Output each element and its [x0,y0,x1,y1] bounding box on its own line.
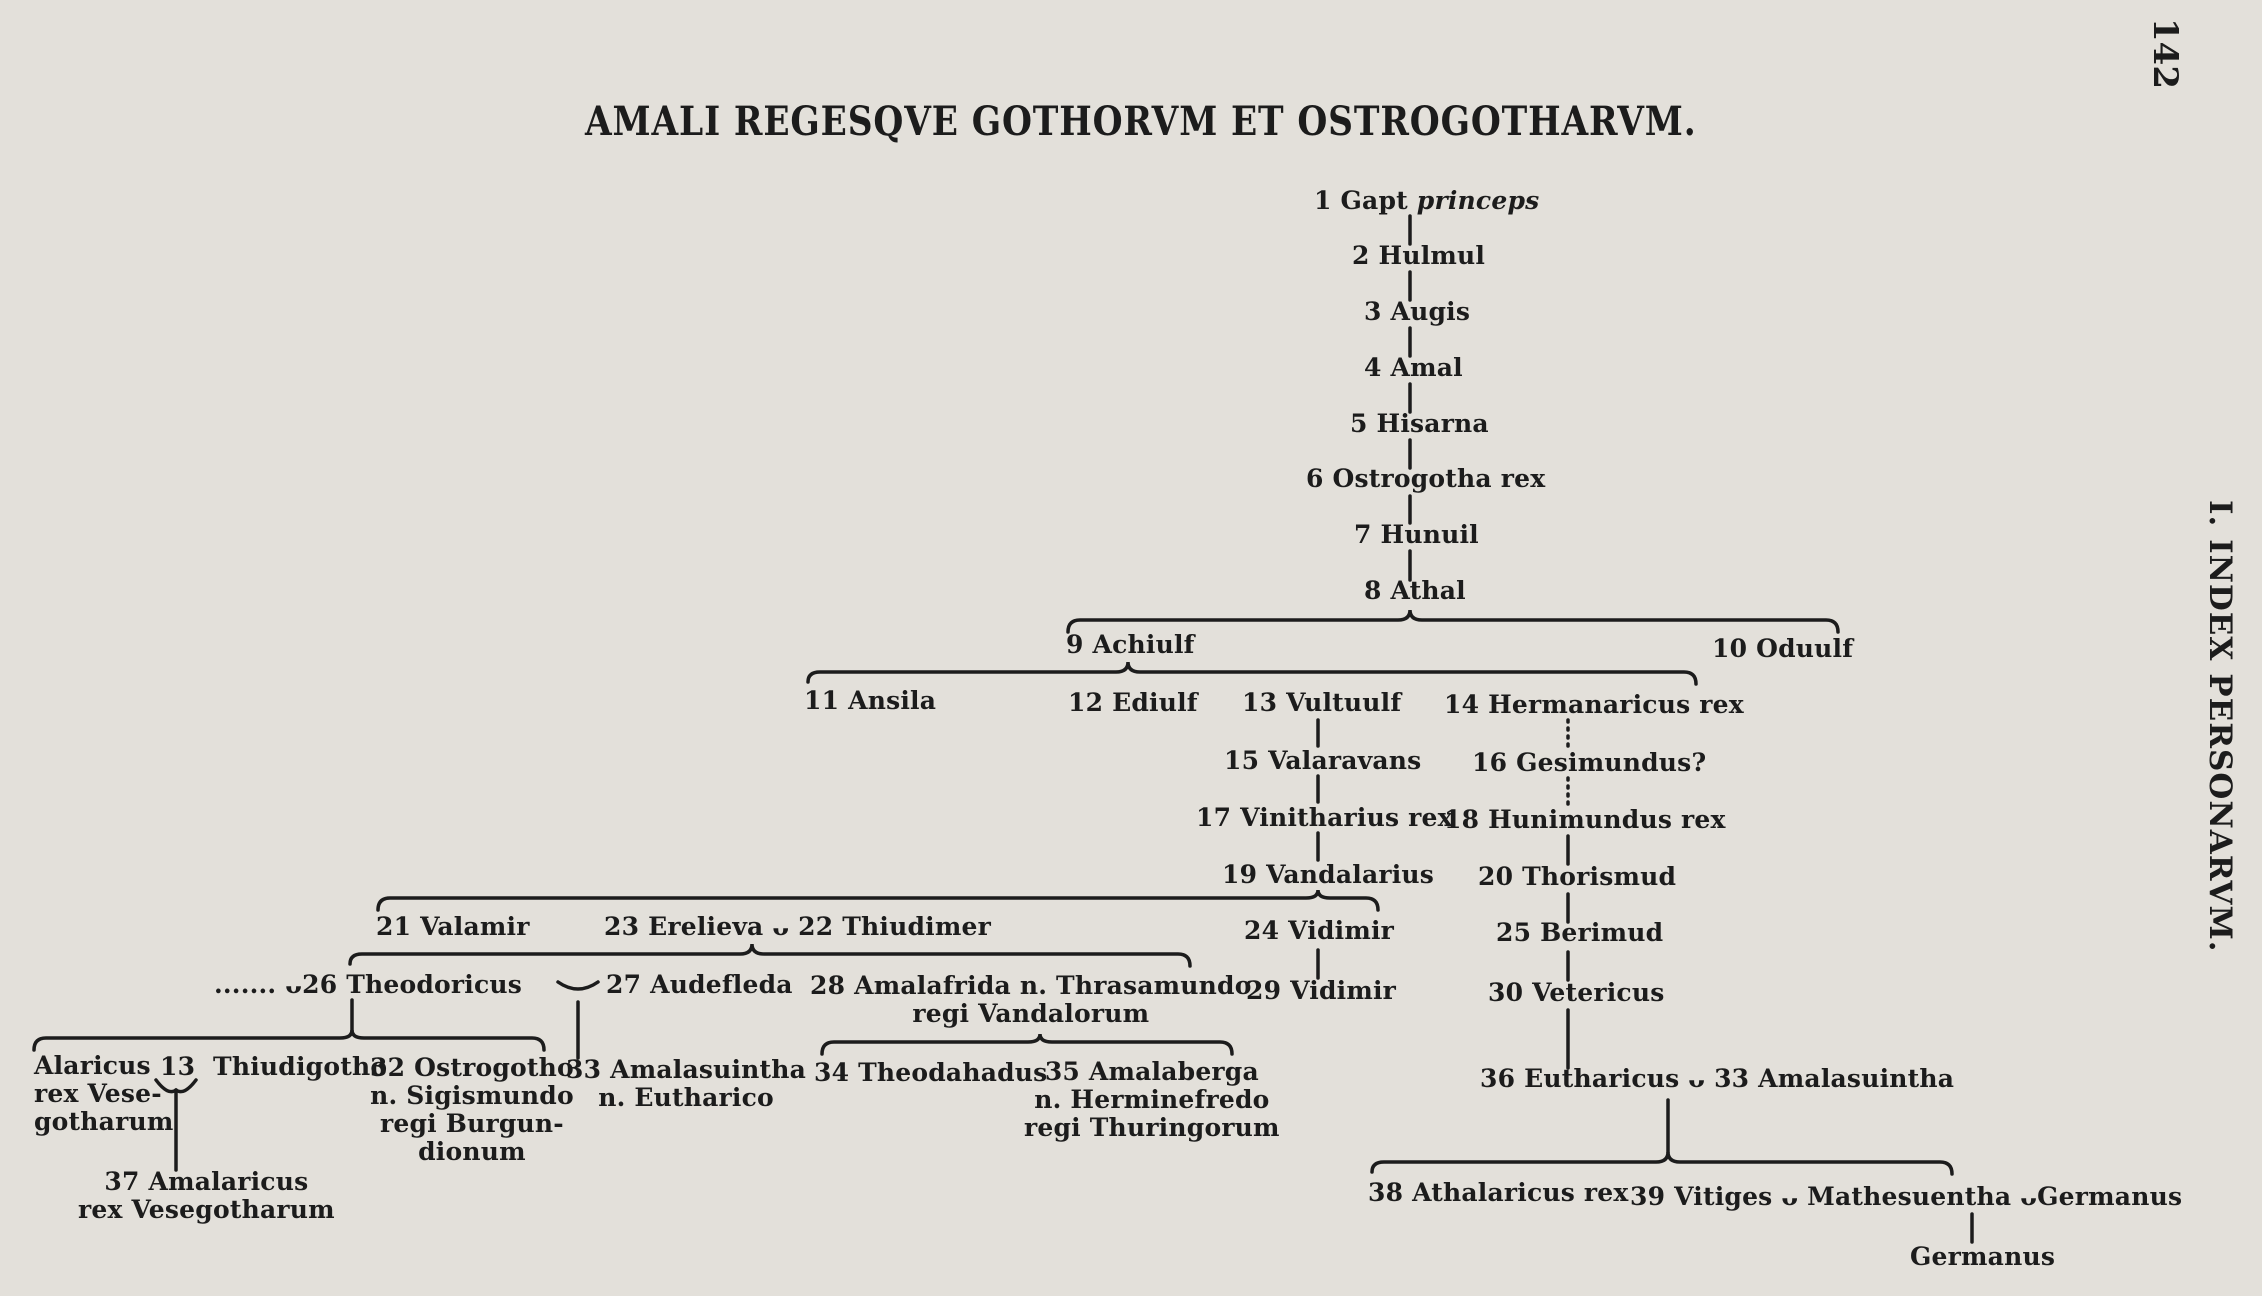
person-39-name: 39 Vitiges [1630,1182,1773,1211]
page-title: AMALI REGESQVE GOTHORVM ET OSTROGOTHARVM. [585,98,1697,145]
person-38: 38 Athalaricus rex [1368,1178,1629,1207]
marriage-symbol: ᴗ [2020,1182,2038,1211]
brace-children-of-9 [808,662,1696,684]
person-39 [1630,1182,2182,1211]
brace-children-of-8 [1068,610,1838,632]
person-18: 18 Hunimundus rex [1444,805,1726,834]
germanus-name: Germanus [2037,1182,2183,1211]
person-33b-name: 33 Amalasuintha [1714,1064,1955,1093]
person-3: 3 Augis [1364,297,1471,326]
mathesuentha-name: Mathesuentha [1807,1182,2012,1211]
person-9: 9 Achiulf [1066,630,1195,659]
person-36-name: 36 Eutharicus [1480,1064,1680,1093]
person-1-name: 1 Gapt [1314,186,1408,215]
germanus-son: Germanus [1910,1242,2056,1271]
person-13b-num: 13 [160,1052,196,1081]
person-6: 6 Ostrogotha rex [1306,464,1546,493]
person-15: 15 Valaravans [1224,746,1422,775]
page-number: 142 [2145,18,2185,89]
person-26 [214,970,522,999]
person-12: 12 Ediulf [1068,688,1198,717]
person-34: 34 Theodahadus [814,1058,1048,1087]
person-21: 21 Valamir [376,912,530,941]
person-13b-name: Thiudigotho [213,1052,388,1081]
person-23-name: 23 Erelieva [604,912,764,941]
brace-children-of-36 [1372,1152,1952,1174]
person-36 [1480,1064,1954,1093]
person-24: 24 Vidimir [1244,916,1395,945]
person-17: 17 Vinitharius rex [1196,803,1453,832]
marriage-symbol: ᴗ [1688,1064,1706,1093]
person-33a: 33 Amalasuintha n. Eutharico [566,1055,807,1112]
person-32: 32 Ostrogotho n. Sigismundo regi Burgun- dionum [370,1053,574,1166]
person-37: 37 Amalaricus rex Vesegotharum [78,1167,335,1224]
person-28: 28 Amalafrida n. Thrasamundo regi Vandalorum [810,971,1252,1028]
person-29: 29 Vidimir [1246,976,1397,1005]
brace-children-of-28 [822,1034,1232,1054]
person-19: 19 Vandalarius [1222,860,1435,889]
person-8: 8 Athal [1364,576,1466,605]
marriage-symbol: ᴗ [285,970,303,999]
person-7: 7 Hunuil [1354,520,1479,549]
marriage-arc-26-27 [558,982,598,989]
person-16: 16 Gesimundus? [1472,748,1707,777]
person-26-name: 26 Theodoricus [302,970,523,999]
unknown-spouse-dots: ....... [214,970,277,999]
person-13: 13 Vultuulf [1242,688,1402,717]
brace-children-of-19 [378,890,1378,910]
person-1-title: princeps [1416,186,1540,215]
person-1 [1314,186,1539,215]
person-25: 25 Berimud [1496,918,1664,947]
person-22-name: 22 Thiudimer [798,912,991,941]
person-20: 20 Thorismud [1478,862,1677,891]
person-10: 10 Oduulf [1712,634,1854,663]
person-30: 30 Vetericus [1488,978,1665,1007]
person-23 [604,912,991,941]
person-14: 14 Hermanaricus rex [1444,690,1744,719]
brace-children-of-22 [350,944,1190,966]
person-35: 35 Amalaberga n. Herminefredo regi Thuringorum [1024,1057,1280,1142]
person-11: 11 Ansila [804,686,937,715]
marriage-symbol: ᴗ [772,912,790,941]
marriage-symbol: ᴗ [1781,1182,1799,1211]
person-27: 27 Audefleda [606,970,793,999]
brace-children-of-26 [34,1030,544,1050]
running-head: I. INDEX PERSONARVM. [2202,500,2238,953]
alaricus: Alaricus rex Vese- gotharum [34,1051,174,1136]
person-4: 4 Amal [1364,353,1463,382]
person-5: 5 Hisarna [1350,409,1489,438]
person-2: 2 Hulmul [1352,241,1486,270]
person-13-thiudigotho [160,1052,387,1081]
